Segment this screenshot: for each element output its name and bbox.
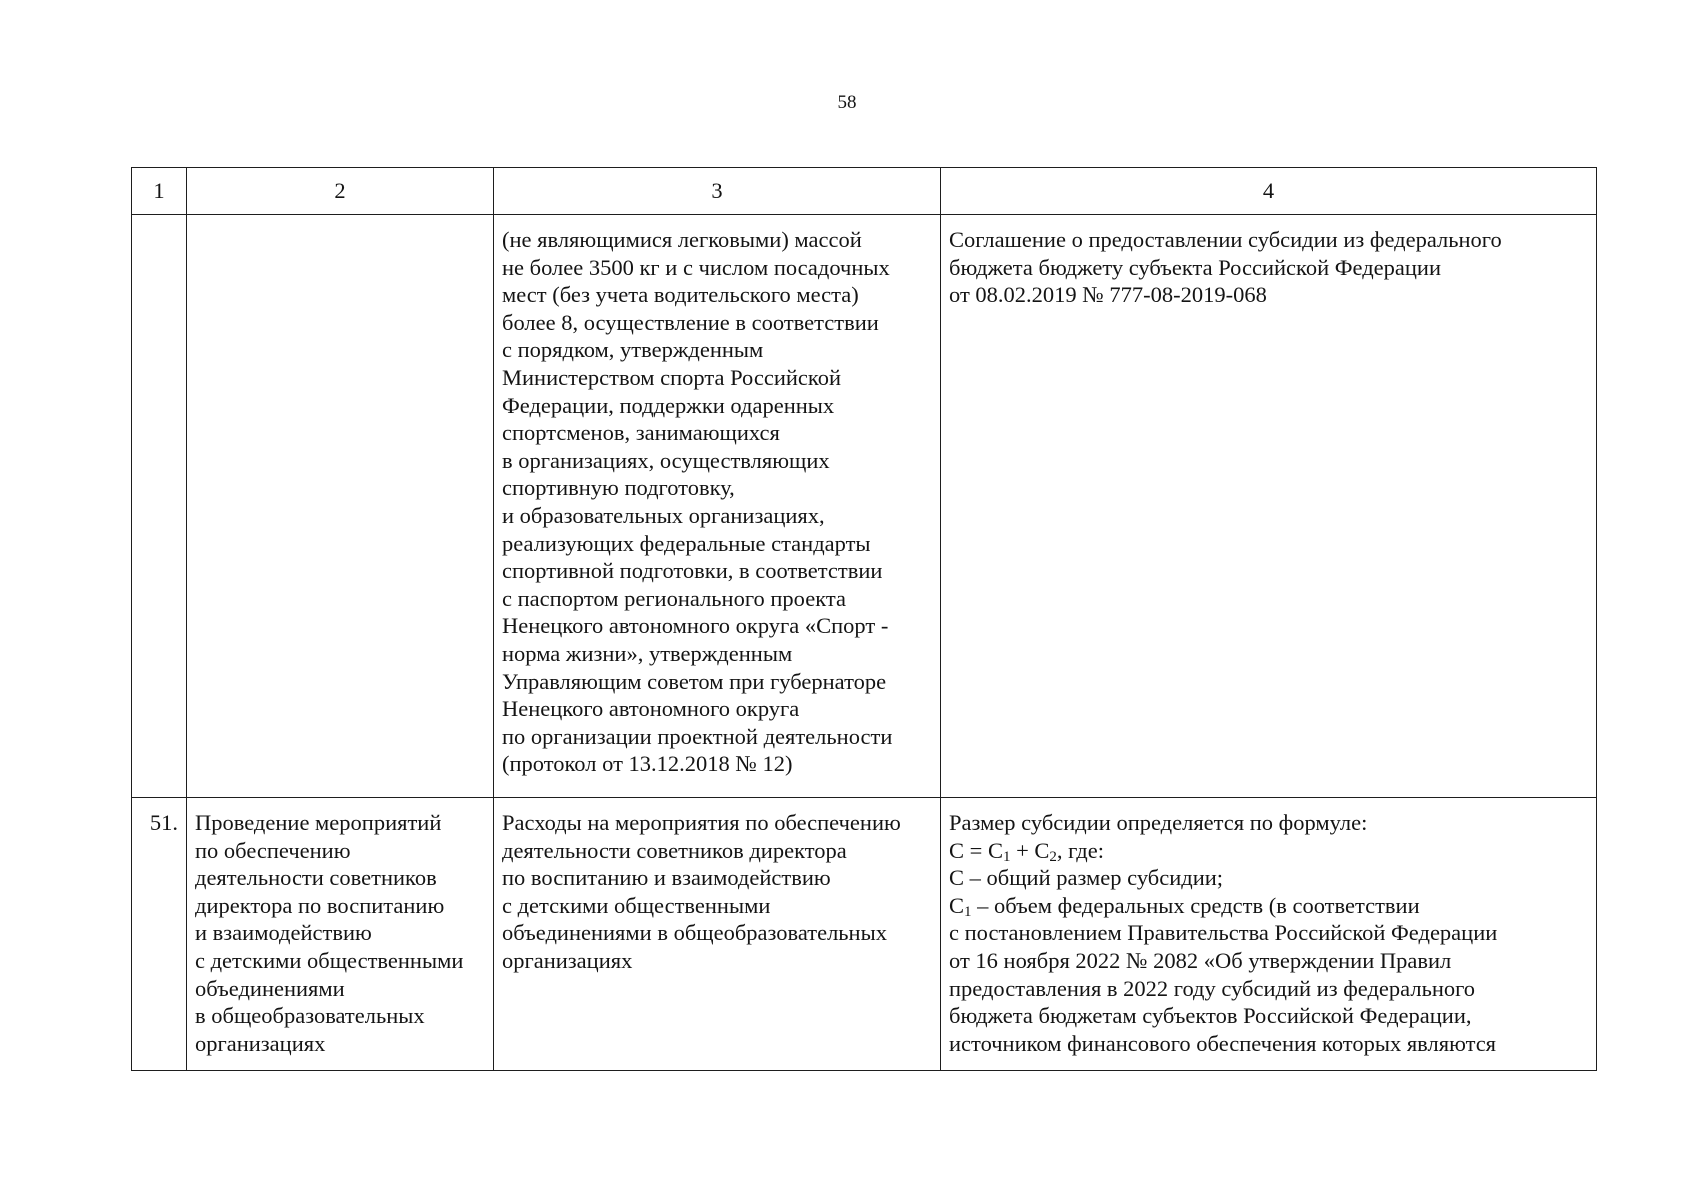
row-basis-cell: [941, 798, 1597, 1071]
header-cell-3: 3: [494, 168, 941, 215]
row-description: Расходы на мероприятия по обеспечению деятельности советников директора по воспитанию и взаимодействию с детскими общественными объединениями в общеобразовательных организациях: [502, 810, 901, 973]
row-name: Проведение мероприятий по обеспечению деятельности советников директора по воспитанию и взаимодействию с детскими общественными объединениями в общеобразовательных организациях: [195, 810, 464, 1056]
document-table: [131, 167, 1597, 1071]
table-row: [132, 215, 1597, 798]
header-cell-2: 2: [187, 168, 494, 215]
page-number: 58: [837, 92, 857, 113]
formula-intro: Размер субсидии определяется по формуле:: [949, 810, 1368, 835]
table-row: [132, 798, 1597, 1071]
formula-def-rest: с постановлением Правительства Российской Федерации от 16 ноября 2022 № 2082 «Об утверждении Правил предоставления в 2022 году субсидий из федерального бюджета бюджетам субъектов Российской Федерации, источником финансового обеспечения которых являются: [949, 920, 1498, 1056]
formula-def-c1: $С_1$ – объем федеральных средств (в соответствии: [949, 892, 1420, 920]
row-name-cell: [187, 798, 494, 1071]
row-description-cell: [494, 215, 941, 798]
table-header-row: [132, 168, 1597, 215]
formula-def-c: С – общий размер субсидии;: [949, 865, 1224, 891]
row-basis: Соглашение о предоставлении субсидии из федерального бюджета бюджету субъекта Российской Федерации от 08.02.2019 № 777-08-2019-068: [949, 227, 1502, 308]
row-number: [132, 215, 186, 235]
row-number: 51.: [149, 810, 178, 835]
row-description: (не являющимися легковыми) массой не более 3500 кг и с числом посадочных мест (без учета водительского места) более 8, осуществление в соответствии с порядком, утвержденным Министерством спорта Российской Федерации, поддержки одаренных спортсменов, занимающихся в организациях, осуществляющих спортивную подготовку, и образовательных организациях, реализующих федеральные стандарты спортивной подготовки, в соответствии с паспортом регионального проекта Ненецкого автономного округа «Спорт - норма жизни», утвержденным Управляющим советом при губернаторе Ненецкого автономного округа по организации проектной деятельности (протокол от 13.12.2018 № 12): [502, 227, 893, 777]
row-number-cell: [132, 798, 187, 1071]
row-name-cell: [187, 215, 494, 798]
header-cell-1: 1: [132, 168, 187, 215]
row-description-cell: [494, 798, 941, 1071]
row-name: [187, 215, 493, 235]
row-basis: [941, 798, 1596, 1066]
header-cell-4: 4: [941, 168, 1597, 215]
formula: $С = С_1 + С_2$, где:: [949, 837, 1104, 865]
row-basis-cell: [941, 215, 1597, 798]
row-number-cell: [132, 215, 187, 798]
